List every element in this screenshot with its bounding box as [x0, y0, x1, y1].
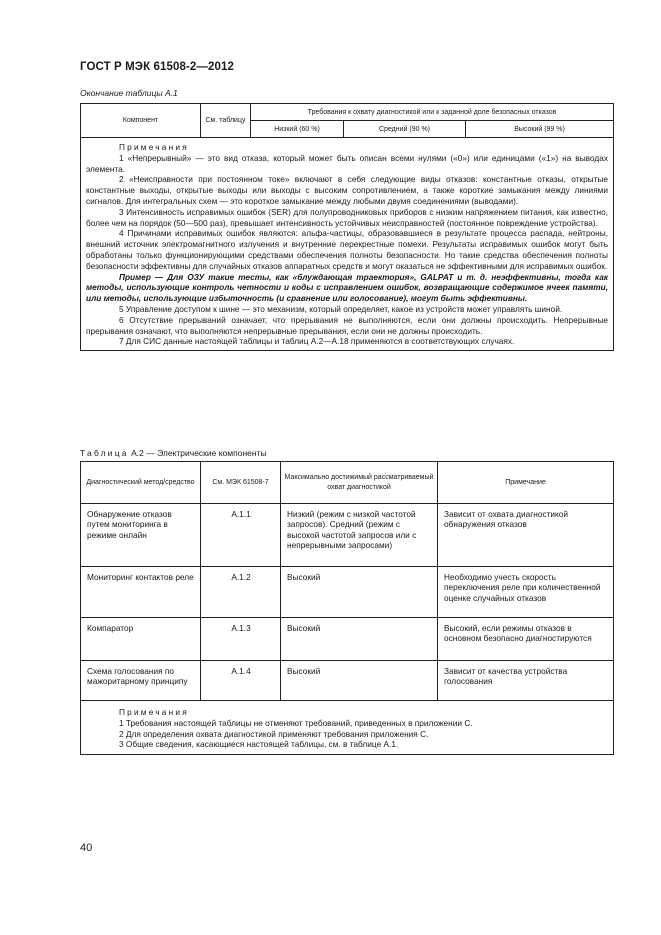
- row-coverage: Высокий: [281, 618, 438, 661]
- col-method: Диагностический метод/средство: [81, 462, 201, 504]
- col-coverage: Максимально достижимый рассматриваемый охват диагностикой: [281, 462, 438, 504]
- row-coverage: Высокий: [281, 567, 438, 618]
- note-3: 3 Общие сведения, касающиеся настоящей таблицы, см. в таблице А.1.: [119, 739, 399, 750]
- note-5: 5 Управление доступом к шине — это механизм, который определяет, какое из устройств может управлять шиной.: [119, 303, 563, 314]
- col-medium: Средний (90 %): [344, 121, 466, 138]
- row-coverage: Высокий: [281, 661, 438, 701]
- note-6: 6 Отсутствие прерываний означает, что прерывания не выполняются, если они должны происходить. Непрерывные прерывания означают, что выполняются непрерывные прерывания, если они не должны происходить.: [86, 314, 609, 336]
- note-1: 1 Требования настоящей таблицы не отменяют требований, приведенных в приложении С.: [119, 717, 473, 728]
- col-notes: Примечание: [438, 462, 614, 504]
- table-row: [81, 567, 614, 618]
- table2-caption-rest: А.2 — Электрические компоненты: [128, 448, 267, 458]
- notes-title: Примечания: [119, 142, 189, 152]
- col-high: Высокий (99 %): [466, 121, 614, 138]
- table-a1-end: [80, 103, 614, 351]
- table2-caption-prefix: Таблица: [80, 448, 129, 458]
- table-row: [81, 618, 614, 661]
- col-ref: См. МЭК 61508-7: [201, 462, 281, 504]
- row-ref: А.1.1: [201, 504, 281, 567]
- col-requirements: Требования к охвату диагностикой или к заданной доле безопасных отказов: [251, 104, 614, 121]
- row-ref: А.1.4: [201, 661, 281, 701]
- row-method: Схема голосования по мажоритарному принципу: [81, 661, 201, 701]
- table-a2: [80, 461, 614, 755]
- row-note: Высокий, если режимы отказов в основном безопасно диагностируются: [438, 618, 614, 661]
- row-note: Необходимо учесть скорость переключения реле при количественной оценке случайных отказов: [438, 567, 614, 618]
- row-ref: А.1.2: [201, 567, 281, 618]
- col-see-table: См. таблицу: [201, 104, 251, 138]
- note-7: 7 Для СИС данные настоящей таблицы и таблиц А.2—А.18 применяются в соответствующих случаях.: [119, 336, 515, 347]
- row-method: Обнаружение отказов путем мониторинга в режиме онлайн: [81, 504, 201, 567]
- notes-title: Примечания: [119, 707, 189, 717]
- note-3: 3 Интенсивность исправимых ошибок (SER) для полупроводниковых приборов с низким напряжением питания, как известно, более чем на порядок (50—500 раз), превышает интенсивность устойчивых неисправностей (постоянное повреждение устройства).: [86, 206, 609, 228]
- table2-notes: [81, 701, 614, 755]
- row-ref: А.1.3: [201, 618, 281, 661]
- table1-caption: Окончание таблицы А.1: [80, 88, 178, 98]
- note-2: 2 «Неисправности при постоянном токе» включают в себя следующие виды отказов: константные отказы, открытые константные выходы, открытые выходы или выходы с высоким сопротивлением, а также короткие замыкания между линиями сигналов. Для интегральных схем — это короткое замыкание между любыми двумя соединениями (выводами).: [86, 174, 609, 206]
- table-row: [81, 504, 614, 567]
- note-2: 2 Для определения охвата диагностикой применяют требования приложения С.: [119, 728, 429, 739]
- standard-header: ГОСТ Р МЭК 61508-2—2012: [80, 61, 234, 73]
- row-note: Зависит от качества устройства голосования: [438, 661, 614, 701]
- col-low: Низкий (60 %): [251, 121, 344, 138]
- note-1: 1 «Непрерывный» — это вид отказа, который может быть описан всеми нулями («0») или единицами («1») на выводах элемента.: [86, 152, 609, 174]
- table1-notes: [81, 138, 614, 351]
- table-row: [81, 661, 614, 701]
- example: Пример — Для ОЗУ такие тесты, как «блуждающая траектория», GALPAT и т. д. неэффективны, тогда как методы, использующие контроль четности и коды с исправлением ошибок, возвращающие содержимое ячеек памяти, или методы, использующие избыточность (и сравнение или голосование), могут быть эффективны.: [86, 271, 609, 304]
- note-4: 4 Причинами исправимых ошибок являются: альфа-частицы, образовавшиеся в результате процесса распада, нейтроны, внешний источник электромагнитного излучения и внутренние перекрестные помехи. Результаты исправимых ошибок могут быть обработаны только функционирующими средствами обеспечения полноты безопасности. Но такие средства обеспечения полноты безопасности эффективны для случайных отказов аппаратных средств и могут оказаться не эффективными для исправимых ошибок.: [86, 228, 609, 271]
- row-note: Зависит от охвата диагностикой обнаружения отказов: [438, 504, 614, 567]
- row-coverage: Низкий (режим с низкой частотой запросов). Средний (режим с высокой частотой запросов или с непрерывными запросами): [281, 504, 438, 567]
- page-number: 40: [80, 842, 93, 854]
- col-component: Компонент: [81, 104, 201, 138]
- table2-caption: [80, 448, 267, 458]
- row-method: Компаратор: [81, 618, 201, 661]
- row-method: Мониторинг контактов реле: [81, 567, 201, 618]
